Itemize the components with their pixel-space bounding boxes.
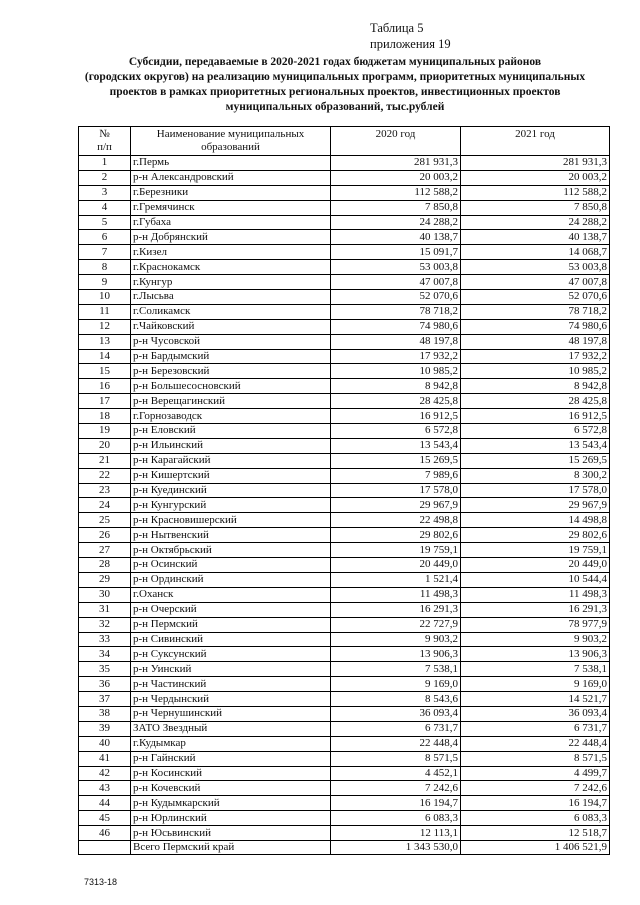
table-row	[79, 513, 610, 528]
municipality-name: р-н Сивинский	[131, 632, 331, 647]
value-2021: 15 269,5	[461, 453, 610, 468]
municipality-name: г.Гремячинск	[131, 200, 331, 215]
value-2020: 24 288,2	[331, 215, 461, 230]
municipality-name: р-н Косинский	[131, 766, 331, 781]
municipality-name: г.Кудымкар	[131, 736, 331, 751]
value-2020: 16 291,3	[331, 602, 461, 617]
row-number: 37	[79, 692, 131, 707]
row-number: 16	[79, 379, 131, 394]
row-number: 38	[79, 706, 131, 721]
table-row	[79, 781, 610, 796]
value-2021: 6 083,3	[461, 811, 610, 826]
row-number: 26	[79, 528, 131, 543]
value-2020: 7 242,6	[331, 781, 461, 796]
table-row	[79, 394, 610, 409]
table-row	[79, 662, 610, 677]
value-2021: 14 521,7	[461, 692, 610, 707]
row-number: 36	[79, 677, 131, 692]
value-2020: 11 498,3	[331, 587, 461, 602]
municipality-name: р-н Еловский	[131, 424, 331, 439]
total-label: Всего Пермский край	[131, 840, 331, 854]
row-number: 19	[79, 424, 131, 439]
header-name-line1: Наименование муниципальных	[156, 128, 305, 140]
municipality-name: р-н Верещагинский	[131, 394, 331, 409]
value-2020: 28 425,8	[331, 394, 461, 409]
municipality-name: г.Горнозаводск	[131, 409, 331, 424]
value-2020: 36 093,4	[331, 706, 461, 721]
municipality-name: р-н Октябрьский	[131, 543, 331, 558]
row-number: 13	[79, 334, 131, 349]
value-2020: 6 731,7	[331, 721, 461, 736]
municipality-name: р-н Карагайский	[131, 453, 331, 468]
value-2020: 53 003,8	[331, 260, 461, 275]
table-row	[79, 677, 610, 692]
municipality-name: г.Лысьва	[131, 290, 331, 305]
value-2020: 22 448,4	[331, 736, 461, 751]
table-row	[79, 245, 610, 260]
municipality-name: р-н Частинский	[131, 677, 331, 692]
value-2020: 16 194,7	[331, 796, 461, 811]
row-number: 7	[79, 245, 131, 260]
value-2021: 28 425,8	[461, 394, 610, 409]
value-2021: 16 912,5	[461, 409, 610, 424]
value-2020: 12 113,1	[331, 826, 461, 841]
total-2021: 1 406 521,9	[461, 840, 610, 854]
value-2021: 9 169,0	[461, 677, 610, 692]
row-number: 2	[79, 170, 131, 185]
row-number: 6	[79, 230, 131, 245]
table-row	[79, 230, 610, 245]
document-code: 7313-18	[84, 877, 118, 887]
header-number	[79, 127, 131, 156]
row-number: 11	[79, 304, 131, 319]
value-2021: 53 003,8	[461, 260, 610, 275]
municipality-name: г.Чайковский	[131, 319, 331, 334]
value-2020: 10 985,2	[331, 364, 461, 379]
value-2021: 7 850,8	[461, 200, 610, 215]
municipality-name: ЗАТО Звездный	[131, 721, 331, 736]
value-2021: 6 731,7	[461, 721, 610, 736]
value-2020: 17 932,2	[331, 349, 461, 364]
table-row	[79, 334, 610, 349]
table-row	[79, 453, 610, 468]
value-2020: 8 571,5	[331, 751, 461, 766]
value-2020: 6 083,3	[331, 811, 461, 826]
table-row	[79, 409, 610, 424]
municipality-name: р-н Кунгурский	[131, 498, 331, 513]
row-number: 32	[79, 617, 131, 632]
value-2021: 8 571,5	[461, 751, 610, 766]
table-row	[79, 304, 610, 319]
row-number: 5	[79, 215, 131, 230]
header-name	[131, 127, 331, 156]
value-2020: 9 169,0	[331, 677, 461, 692]
value-2021: 14 498,8	[461, 513, 610, 528]
value-2020: 40 138,7	[331, 230, 461, 245]
value-2021: 11 498,3	[461, 587, 610, 602]
table-row	[79, 706, 610, 721]
municipality-name: г.Губаха	[131, 215, 331, 230]
table-row	[79, 379, 610, 394]
municipality-name: р-н Чусовской	[131, 334, 331, 349]
row-number: 34	[79, 647, 131, 662]
table-row	[79, 424, 610, 439]
value-2020: 6 572,8	[331, 424, 461, 439]
value-2021: 78 718,2	[461, 304, 610, 319]
value-2021: 16 194,7	[461, 796, 610, 811]
municipality-name: г.Пермь	[131, 156, 331, 171]
table-row	[79, 751, 610, 766]
table-row	[79, 185, 610, 200]
value-2020: 22 727,9	[331, 617, 461, 632]
municipality-name: р-н Пермский	[131, 617, 331, 632]
value-2021: 14 068,7	[461, 245, 610, 260]
municipality-name: г.Кунгур	[131, 275, 331, 290]
table-row	[79, 721, 610, 736]
municipality-name: р-н Добрянский	[131, 230, 331, 245]
value-2021: 6 572,8	[461, 424, 610, 439]
row-number: 41	[79, 751, 131, 766]
total-2020: 1 343 530,0	[331, 840, 461, 854]
row-number: 25	[79, 513, 131, 528]
header-number-line1: №	[99, 128, 110, 140]
row-number: 22	[79, 468, 131, 483]
title-line: проектов в рамках приоритетных региональных проектов, инвестиционных проектов	[109, 86, 561, 98]
municipality-name: р-н Ординский	[131, 572, 331, 587]
table-row	[79, 602, 610, 617]
table-body	[79, 156, 610, 841]
row-number: 29	[79, 572, 131, 587]
row-number: 30	[79, 587, 131, 602]
table-row	[79, 826, 610, 841]
row-number: 1	[79, 156, 131, 171]
value-2020: 74 980,6	[331, 319, 461, 334]
value-2020: 20 449,0	[331, 558, 461, 573]
row-number: 31	[79, 602, 131, 617]
row-number: 46	[79, 826, 131, 841]
row-number: 24	[79, 498, 131, 513]
value-2021: 7 538,1	[461, 662, 610, 677]
header-name-line2: образований	[201, 141, 260, 153]
caption-appendix: приложения 19	[370, 37, 451, 51]
value-2021: 29 967,9	[461, 498, 610, 513]
value-2020: 16 912,5	[331, 409, 461, 424]
subsidies-table	[78, 126, 610, 855]
table-row	[79, 290, 610, 305]
row-number: 33	[79, 632, 131, 647]
value-2021: 13 543,4	[461, 438, 610, 453]
value-2021: 52 070,6	[461, 290, 610, 305]
value-2020: 1 521,4	[331, 572, 461, 587]
row-number: 23	[79, 483, 131, 498]
value-2021: 16 291,3	[461, 602, 610, 617]
municipality-name: г.Кизел	[131, 245, 331, 260]
table-row	[79, 275, 610, 290]
table-row	[79, 483, 610, 498]
value-2021: 22 448,4	[461, 736, 610, 751]
row-number: 8	[79, 260, 131, 275]
value-2021: 78 977,9	[461, 617, 610, 632]
value-2021: 10 985,2	[461, 364, 610, 379]
title-line: (городских округов) на реализацию муниципальных программ, приоритетных муниципальных	[84, 71, 586, 83]
municipality-name: г.Березники	[131, 185, 331, 200]
table-row	[79, 200, 610, 215]
header-2021: 2021 год	[461, 127, 610, 156]
value-2021: 17 578,0	[461, 483, 610, 498]
municipality-name: р-н Александровский	[131, 170, 331, 185]
value-2021: 10 544,4	[461, 572, 610, 587]
title-line: муниципальных образований, тыс.рублей	[225, 101, 445, 113]
value-2020: 7 538,1	[331, 662, 461, 677]
table-row	[79, 796, 610, 811]
row-number: 42	[79, 766, 131, 781]
municipality-name: р-н Кудымкарский	[131, 796, 331, 811]
table-row	[79, 692, 610, 707]
row-number: 28	[79, 558, 131, 573]
value-2021: 8 300,2	[461, 468, 610, 483]
value-2020: 8 942,8	[331, 379, 461, 394]
municipality-name: р-н Чердынский	[131, 692, 331, 707]
value-2020: 9 903,2	[331, 632, 461, 647]
value-2020: 281 931,3	[331, 156, 461, 171]
row-number: 15	[79, 364, 131, 379]
document-title	[70, 55, 600, 115]
row-number: 18	[79, 409, 131, 424]
table-row	[79, 215, 610, 230]
header-number-line2: п/п	[97, 141, 112, 153]
municipality-name: г.Соликамск	[131, 304, 331, 319]
value-2021: 20 003,2	[461, 170, 610, 185]
municipality-name: р-н Бардымский	[131, 349, 331, 364]
table-row	[79, 632, 610, 647]
value-2020: 48 197,8	[331, 334, 461, 349]
value-2021: 20 449,0	[461, 558, 610, 573]
municipality-name: р-н Кишертский	[131, 468, 331, 483]
table-total-row	[79, 840, 610, 854]
value-2020: 47 007,8	[331, 275, 461, 290]
table-row	[79, 319, 610, 334]
value-2021: 19 759,1	[461, 543, 610, 558]
value-2020: 15 269,5	[331, 453, 461, 468]
table-row	[79, 558, 610, 573]
value-2021: 112 588,2	[461, 185, 610, 200]
value-2020: 8 543,6	[331, 692, 461, 707]
value-2021: 48 197,8	[461, 334, 610, 349]
value-2020: 17 578,0	[331, 483, 461, 498]
municipality-name: р-н Большесосновский	[131, 379, 331, 394]
municipality-name: р-н Чернушинский	[131, 706, 331, 721]
value-2021: 13 906,3	[461, 647, 610, 662]
row-number: 9	[79, 275, 131, 290]
municipality-name: р-н Куединский	[131, 483, 331, 498]
row-number: 40	[79, 736, 131, 751]
municipality-name: г.Оханск	[131, 587, 331, 602]
table-row	[79, 156, 610, 171]
table-row	[79, 811, 610, 826]
value-2021: 8 942,8	[461, 379, 610, 394]
table-row	[79, 170, 610, 185]
municipality-name: р-н Уинский	[131, 662, 331, 677]
total-number-cell	[79, 840, 131, 854]
row-number: 39	[79, 721, 131, 736]
row-number: 4	[79, 200, 131, 215]
value-2020: 52 070,6	[331, 290, 461, 305]
table-row	[79, 349, 610, 364]
value-2020: 29 967,9	[331, 498, 461, 513]
municipality-name: р-н Березовский	[131, 364, 331, 379]
table-row	[79, 468, 610, 483]
row-number: 27	[79, 543, 131, 558]
municipality-name: р-н Гайнский	[131, 751, 331, 766]
value-2021: 47 007,8	[461, 275, 610, 290]
row-number: 17	[79, 394, 131, 409]
table-row	[79, 260, 610, 275]
municipality-name: р-н Осинский	[131, 558, 331, 573]
value-2021: 36 093,4	[461, 706, 610, 721]
municipality-name: р-н Очерский	[131, 602, 331, 617]
value-2021: 4 499,7	[461, 766, 610, 781]
value-2021: 40 138,7	[461, 230, 610, 245]
value-2020: 22 498,8	[331, 513, 461, 528]
value-2021: 7 242,6	[461, 781, 610, 796]
table-row	[79, 587, 610, 602]
table-row	[79, 528, 610, 543]
value-2020: 78 718,2	[331, 304, 461, 319]
value-2021: 24 288,2	[461, 215, 610, 230]
municipality-name: р-н Кочевский	[131, 781, 331, 796]
row-number: 43	[79, 781, 131, 796]
municipality-name: р-н Суксунский	[131, 647, 331, 662]
table-row	[79, 364, 610, 379]
row-number: 3	[79, 185, 131, 200]
title-line: Субсидии, передаваемые в 2020-2021 годах бюджетам муниципальных районов	[128, 56, 542, 68]
row-number: 44	[79, 796, 131, 811]
value-2020: 19 759,1	[331, 543, 461, 558]
value-2020: 20 003,2	[331, 170, 461, 185]
value-2021: 29 802,6	[461, 528, 610, 543]
municipality-name: р-н Ильинский	[131, 438, 331, 453]
value-2021: 17 932,2	[461, 349, 610, 364]
value-2021: 281 931,3	[461, 156, 610, 171]
table-row	[79, 572, 610, 587]
row-number: 12	[79, 319, 131, 334]
table-row	[79, 617, 610, 632]
table-caption	[370, 20, 451, 52]
row-number: 20	[79, 438, 131, 453]
value-2020: 15 091,7	[331, 245, 461, 260]
table-row	[79, 766, 610, 781]
municipality-name: р-н Юрлинский	[131, 811, 331, 826]
table-row	[79, 543, 610, 558]
value-2021: 74 980,6	[461, 319, 610, 334]
value-2020: 29 802,6	[331, 528, 461, 543]
table-row	[79, 498, 610, 513]
table-row	[79, 647, 610, 662]
table-row	[79, 438, 610, 453]
caption-table-number: Таблица 5	[370, 21, 424, 35]
row-number: 10	[79, 290, 131, 305]
value-2020: 13 543,4	[331, 438, 461, 453]
municipality-name: г.Краснокамск	[131, 260, 331, 275]
value-2020: 4 452,1	[331, 766, 461, 781]
value-2020: 7 850,8	[331, 200, 461, 215]
row-number: 45	[79, 811, 131, 826]
header-2020: 2020 год	[331, 127, 461, 156]
row-number: 14	[79, 349, 131, 364]
municipality-name: р-н Нытвенский	[131, 528, 331, 543]
value-2020: 7 989,6	[331, 468, 461, 483]
table-header-row	[79, 127, 610, 156]
row-number: 21	[79, 453, 131, 468]
municipality-name: р-н Красновишерский	[131, 513, 331, 528]
value-2021: 12 518,7	[461, 826, 610, 841]
value-2020: 112 588,2	[331, 185, 461, 200]
row-number: 35	[79, 662, 131, 677]
municipality-name: р-н Юсьвинский	[131, 826, 331, 841]
value-2020: 13 906,3	[331, 647, 461, 662]
value-2021: 9 903,2	[461, 632, 610, 647]
table-row	[79, 736, 610, 751]
